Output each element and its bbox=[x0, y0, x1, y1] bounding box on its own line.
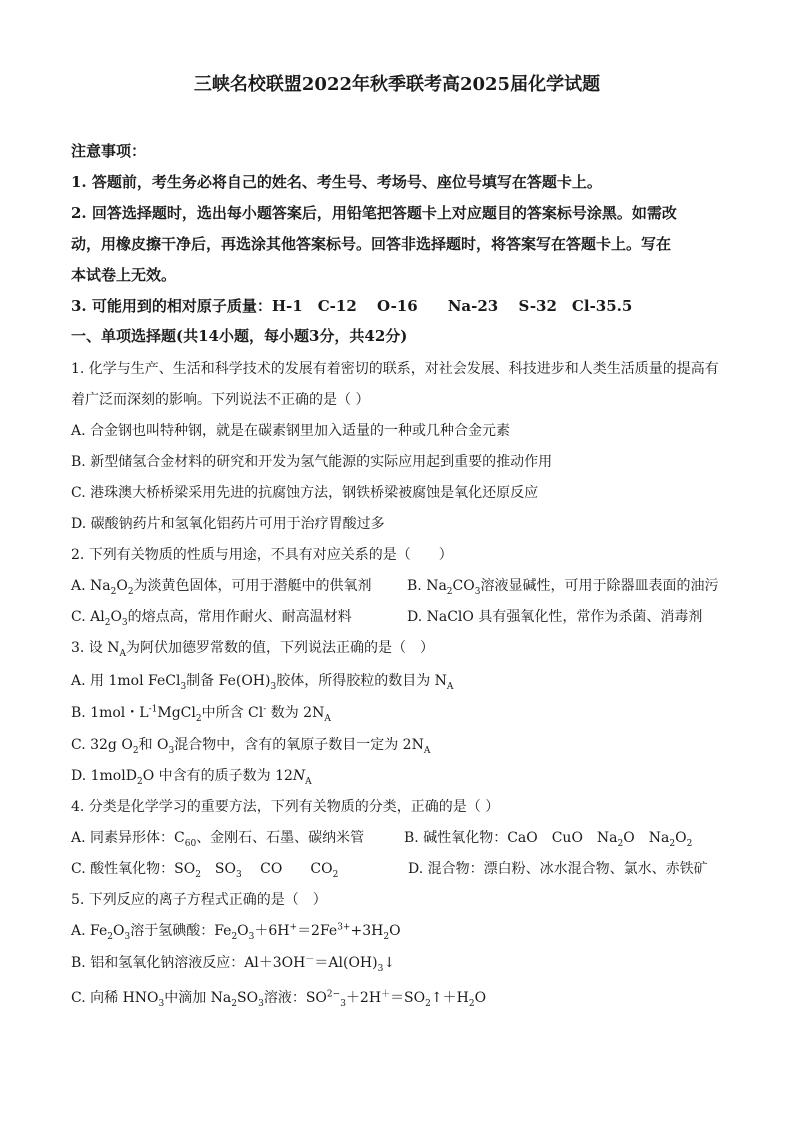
q5-option-b: B. 铝和氢氧化钠溶液反应：$Al+3OH^-=Al(OH)_3↓$ bbox=[71, 954, 396, 974]
q5-option-a: A. $Fe_2O_3$溶于氢碘酸：$Fe_2O_3+6H^+=2Fe^{3+}+3H_2O$ bbox=[71, 922, 401, 942]
note-3-atomic-masses: 3. 可能用到的相对原子质量：H-1 C-12 O-16 Na-23 S-32 Cl-35.5 bbox=[71, 297, 633, 315]
q4-option-c: C. 酸性氧化物：$SO_2$ $SO_3$ CO $CO_2$ bbox=[71, 861, 339, 880]
note-2-line-2: 动，用橡皮擦干净后，再选涂其他答案标号。回答非选择题时，将答案写在答题卡上。写在 bbox=[71, 235, 672, 253]
q4-option-b: B. 碱性氧化物：CaO CuO $Na_2O$ $Na_2O_2$ bbox=[404, 830, 693, 849]
q1-option-d: D. 碳酸钠药片和氢氧化铝药片可用于治疗胃酸过多 bbox=[71, 516, 385, 532]
q3-stem: 3. 设 $N_A$为阿伏加德罗常数的值，下列说法正确的是（ ） bbox=[71, 640, 435, 659]
q1-option-c: C. 港珠澳大桥桥梁采用先进的抗腐蚀方法，钢铁桥梁被腐蚀是氧化还原反应 bbox=[71, 485, 539, 501]
q2-option-d: D. NaClO 具有强氧化性，常作为杀菌、消毒剂 bbox=[407, 609, 703, 625]
q1-stem-line-2: 着广泛而深刻的影响。下列说法不正确的是（ ） bbox=[71, 392, 370, 408]
note-2-line-1: 2. 回答选择题时，选出每小题答案后，用铅笔把答题卡上对应题目的答案标号涂黑。如需改 bbox=[71, 204, 677, 222]
q1-option-b: B. 新型储氢合金材料的研究和开发为氢气能源的实际应用起到重要的推动作用 bbox=[71, 454, 553, 470]
note-1: 1. 答题前，考生务必将自己的姓名、考生号、考场号、座位号填写在答题卡上。 bbox=[71, 173, 602, 191]
q4-option-d: D. 混合物：漂白粉、冰水混合物、氯水、赤铁矿 bbox=[408, 861, 708, 877]
q2-option-a: A. $Na_2O_2$为淡黄色固体，可用于潜艇中的供氧剂 bbox=[71, 578, 372, 597]
q1-option-a: A. 合金钢也叫特种钢，就是在碳素钢里加入适量的一种或几种合金元素 bbox=[71, 423, 511, 439]
q3-option-b: B. 1mol・$L^{-1}MgCl_2$中所含 Cl- 数为 $2N_A$ bbox=[71, 704, 331, 724]
q4-stem: 4. 分类是化学学习的重要方法，下列有关物质的分类，正确的是（ ） bbox=[71, 799, 500, 815]
q2-stem: 2. 下列有关物质的性质与用途，不具有对应关系的是（ ） bbox=[71, 547, 453, 563]
q3-option-a: A. 用 1mol FeCl$_3$制备 $Fe(OH)_3$胶体，所得胶粒的数目为 $N_A$ bbox=[71, 673, 454, 692]
notes-heading: 注意事项： bbox=[71, 142, 147, 160]
q5-option-c: C. 向稀 $HNO_3$中滴加 $Na_2SO_3$溶液：$SO^{2-}_3+2H^+=SO_2↑+H_2O$ bbox=[71, 989, 487, 1009]
q2-option-c: C. $Al_2O_3$的熔点高，常用作耐火、耐高温材料 bbox=[71, 609, 352, 628]
note-2-line-3: 本试卷上无效。 bbox=[71, 266, 177, 284]
q3-option-c: C. 32g $O_2$和 $O_3$混合物中，含有的氧原子数目一定为 $2N_A$ bbox=[71, 737, 431, 756]
page-title: 三峡名校联盟2022年秋季联考高2025届化学试题 bbox=[193, 74, 601, 95]
q2-option-b: B. $Na_2CO_3$溶液显碱性，可用于除器皿表面的油污 bbox=[407, 578, 719, 597]
q5-stem: 5. 下列反应的离子方程式正确的是（ ） bbox=[71, 892, 327, 908]
q1-stem-line-1: 1. 化学与生产、生活和科学技术的发展有着密切的联系，对社会发展、科技进步和人类生活质量的提高有 bbox=[71, 361, 719, 377]
section-heading: 一、单项选择题(共14小题，每小题3分，共42分) bbox=[71, 327, 408, 345]
q4-option-a: A. 同素异形体：$C_{60}$、金刚石、石墨、碳纳米管 bbox=[71, 830, 365, 849]
q3-option-d: D. 1molD$_2$O 中含有的质子数为 $12N_A$ bbox=[71, 768, 312, 787]
